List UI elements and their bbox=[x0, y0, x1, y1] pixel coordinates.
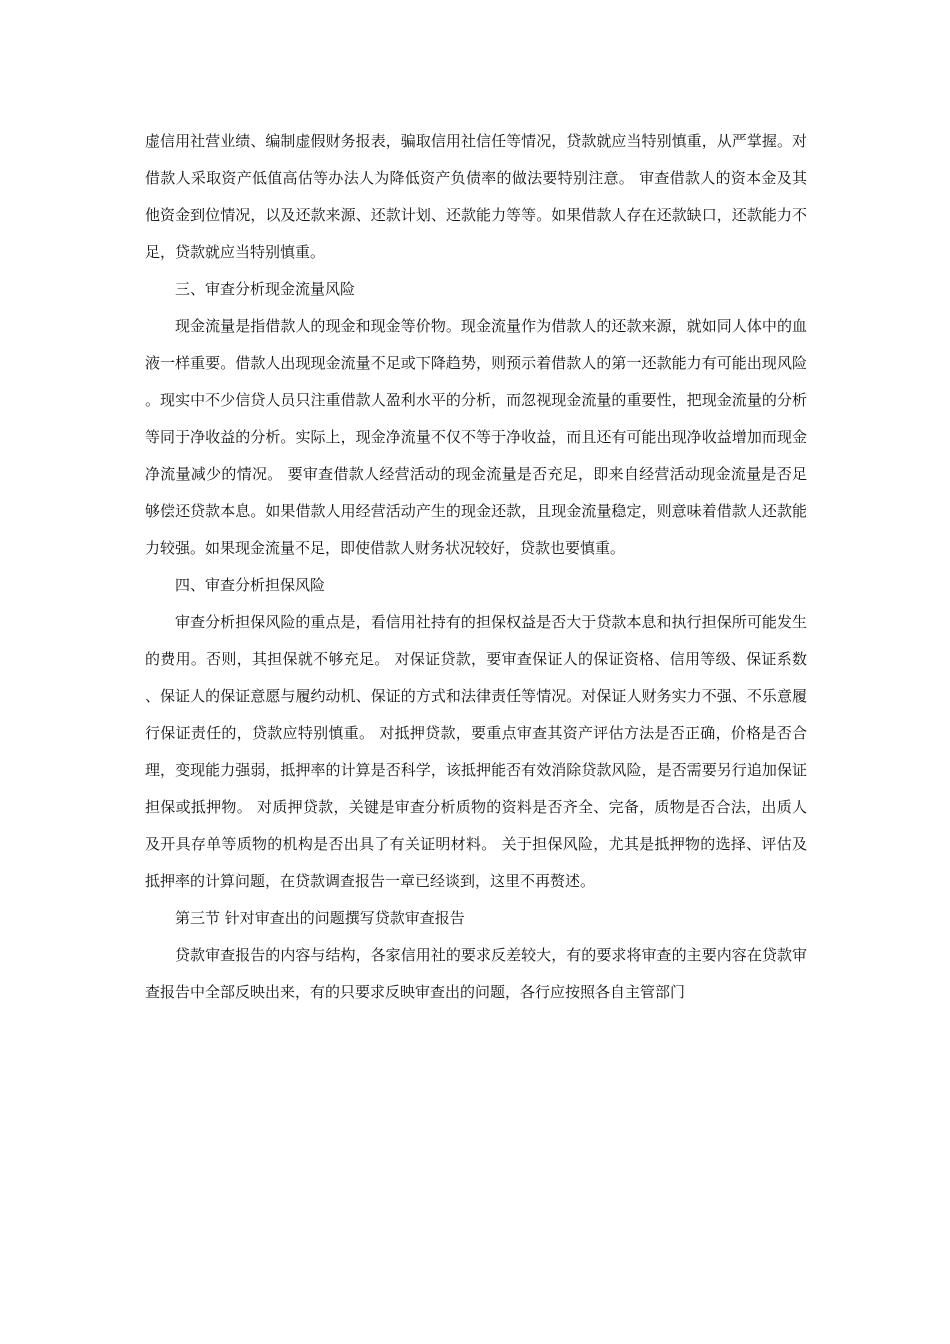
section-heading-guarantee-risk: 四、审查分析担保风险 bbox=[175, 576, 326, 594]
paragraph-continuation: 虚信用社营业绩、编制虚假财务报表，骗取信用社信任等情况，贷款就应当特别慎重，从严掌握。对借款人采取资产低值高估等办法人为降低资产负债率的做法要特别注意。 审查借款人的资本金及其他资金到位情况，以及还款来源、还款计划、还款能力等等。如果借款人存在还款缺口，还款能力不足，贷款就应当特别慎重。 bbox=[145, 132, 807, 261]
paragraph-guarantee: 审查分析担保风险的重点是，看信用社持有的担保权益是否大于贷款本息和执行担保所可能发生的费用。否则，其担保就不够充足。 对保证贷款，要审查保证人的保证资格、信用等级、保证系数、保证人的保证意愿与履约动机、保证的方式和法律责任等情况。对保证人财务实力不强、不乐意履行保证责任的，贷款应特别慎重。 对抵押贷款，要重点审查其资产评估方法是否正确，价格是否合理，变现能力强弱，抵押率的计算是否科学，该抵押能否有效消除贷款风险，是否需要另行追加保证担保或抵押物。 对质押贷款，关键是审查分析质物的资料是否齐全、完备，质物是否合法，出质人及开具存单等质物的机构是否出具了有关证明材料。 关于担保风险，尤其是抵押物的选择、评估及抵押率的计算问题，在贷款调查报告一章已经谈到，这里不再赘述。 bbox=[145, 613, 807, 890]
document-body bbox=[145, 123, 807, 1011]
paragraph-review-report: 贷款审查报告的内容与结构，各家信用社的要求反差较大，有的要求将审查的主要内容在贷款审查报告中全部反映出来，有的只要求反映审查出的问题，各行应按照各自主管部门 bbox=[145, 946, 807, 1001]
section-heading-cash-flow-risk: 三、审查分析现金流量风险 bbox=[175, 280, 356, 298]
paragraph-cash-flow: 现金流量是指借款人的现金和现金等价物。现金流量作为借款人的还款来源，就如同人体中的血液一样重要。借款人出现现金流量不足或下降趋势，则预示着借款人的第一还款能力有可能出现风险。现实中不少信贷人员只注重借款人盈利水平的分析，而忽视现金流量的重要性，把现金流量的分析等同于净收益的分析。实际上，现金净流量不仅不等于净收益，而且还有可能出现净收益增加而现金净流量减少的情况。 要审查借款人经营活动的现金流量是否充足，即来自经营活动现金流量是否足够偿还贷款本息。如果借款人用经营活动产生的现金还款，且现金流量稳定，则意味着借款人还款能力较强。如果现金流量不足，即使借款人财务状况较好，贷款也要慎重。 bbox=[145, 317, 807, 557]
section-heading-review-report: 第三节 针对审查出的问题撰写贷款审查报告 bbox=[175, 909, 465, 927]
